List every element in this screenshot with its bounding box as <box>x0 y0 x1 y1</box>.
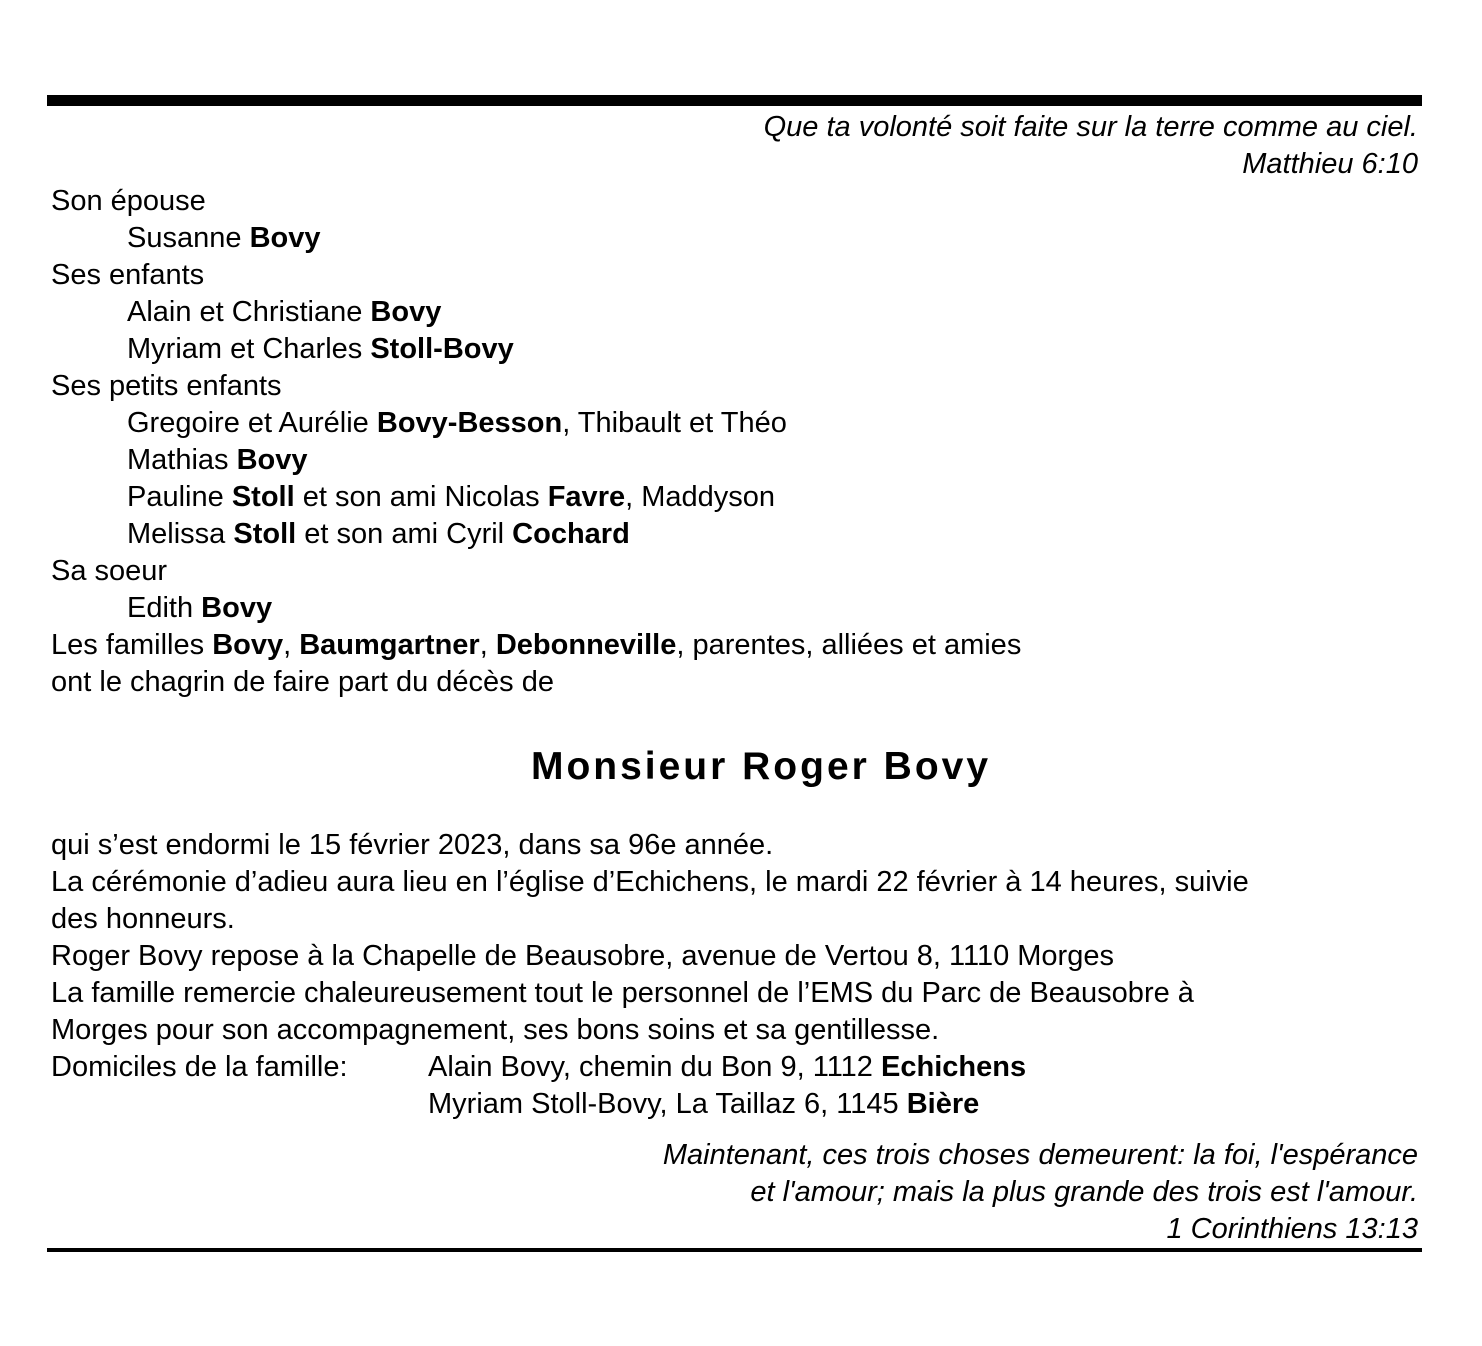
grandchild-entry <box>51 479 1431 516</box>
children-heading: Ses enfants <box>51 259 205 291</box>
bottom-quote-line: et l'amour; mais la plus grande des trois est l'amour. <box>750 1176 1418 1208</box>
top-quote-text: Que ta volonté soit faite sur la terre comme au ciel. <box>763 111 1418 143</box>
address-text: Alain Bovy, chemin du Bon 9, 1112 <box>428 1051 873 1083</box>
deceased-name: Monsieur Roger Bovy <box>530 745 992 788</box>
families-suffix: , parentes, alliées et amies <box>676 629 1022 661</box>
spouse-last-name: Bovy <box>249 222 321 254</box>
bottom-quote-reference: 1 Corinthiens 13:13 <box>1166 1213 1418 1245</box>
partner-last-name: Cochard <box>512 518 630 550</box>
family-name: Bovy <box>212 629 284 661</box>
child-first-names: Alain et Christiane <box>127 296 363 328</box>
child-last-name: Stoll-Bovy <box>370 333 514 365</box>
grandchild-last-name: Bovy <box>236 444 308 476</box>
grandchild-partner-text: et son ami Nicolas <box>302 481 540 513</box>
domicile-row <box>51 1049 1431 1086</box>
domicile-address <box>428 1086 979 1123</box>
grandchild-extra: , Thibault et Théo <box>562 407 787 439</box>
detail-line: qui s’est endormi le 15 février 2023, dans sa 96e année. <box>51 829 774 861</box>
top-quote-reference: Matthieu 6:10 <box>1242 148 1418 180</box>
family-name: Debonneville <box>495 629 677 661</box>
grandchild-entry <box>51 442 1431 479</box>
grandchild-entry <box>51 516 1431 553</box>
detail-line: La famille remercie chaleureusement tout le personnel de l’EMS du Parc de Beausobre à <box>51 977 1194 1009</box>
sister-name <box>51 590 1431 627</box>
bottom-rule <box>47 1248 1422 1252</box>
detail-line: Roger Bovy repose à la Chapelle de Beausobre, avenue de Vertou 8, 1110 Morges <box>51 940 1114 972</box>
sister-first-name: Edith <box>127 592 194 624</box>
child-entry <box>51 294 1431 331</box>
grandchild-last-name: Stoll <box>233 518 297 550</box>
sister-heading: Sa soeur <box>51 555 168 587</box>
domicile-address <box>428 1049 1026 1086</box>
grandchild-last-name: Bovy-Besson <box>376 407 563 439</box>
domicile-row <box>51 1086 1431 1123</box>
announcement-line: ont le chagrin de faire part du décès de <box>51 666 554 698</box>
child-entry <box>51 331 1431 368</box>
family-name: Baumgartner <box>299 629 480 661</box>
bottom-quote <box>663 1137 1418 1248</box>
detail-line: des honneurs. <box>51 903 235 935</box>
families-prefix: Les familles <box>51 629 205 661</box>
top-rule <box>47 95 1422 106</box>
domiciles-label: Domiciles de la famille: <box>51 1051 348 1083</box>
grandchild-first-names: Melissa <box>127 518 226 550</box>
child-first-names: Myriam et Charles <box>127 333 363 365</box>
grandchild-partner-text: et son ami Cyril <box>304 518 505 550</box>
obituary-body <box>51 183 1431 1123</box>
grandchild-first-names: Gregoire et Aurélie <box>127 407 369 439</box>
detail-line: Morges pour son accompagnement, ses bons soins et sa gentillesse. <box>51 1014 940 1046</box>
detail-line: La cérémonie d’adieu aura lieu en l’église d’Echichens, le mardi 22 février à 14 heures, suivie <box>51 866 1249 898</box>
address-city: Echichens <box>881 1051 1027 1083</box>
child-last-name: Bovy <box>370 296 442 328</box>
bottom-quote-line: Maintenant, ces trois choses demeurent: la foi, l'espérance <box>662 1139 1418 1171</box>
grandchild-last-name: Stoll <box>231 481 295 513</box>
grandchild-extra: , Maddyson <box>625 481 776 513</box>
domiciles-label-spacer <box>51 1086 428 1123</box>
address-city: Bière <box>906 1088 980 1120</box>
grandchildren-heading: Ses petits enfants <box>51 370 282 402</box>
spouse-name <box>51 220 1431 257</box>
spouse-heading: Son épouse <box>51 185 206 217</box>
sister-last-name: Bovy <box>201 592 273 624</box>
grandchild-first-names: Mathias <box>127 444 229 476</box>
grandchild-entry <box>51 405 1431 442</box>
partner-last-name: Favre <box>547 481 626 513</box>
families-line: Les familles Bovy, Baumgartner, Debonneville, parentes, alliées et amies <box>51 629 1022 661</box>
top-quote <box>764 109 1418 183</box>
address-text: Myriam Stoll-Bovy, La Taillaz 6, 1145 <box>428 1088 899 1120</box>
grandchild-first-names: Pauline <box>127 481 224 513</box>
spouse-first-name: Susanne <box>127 222 242 254</box>
